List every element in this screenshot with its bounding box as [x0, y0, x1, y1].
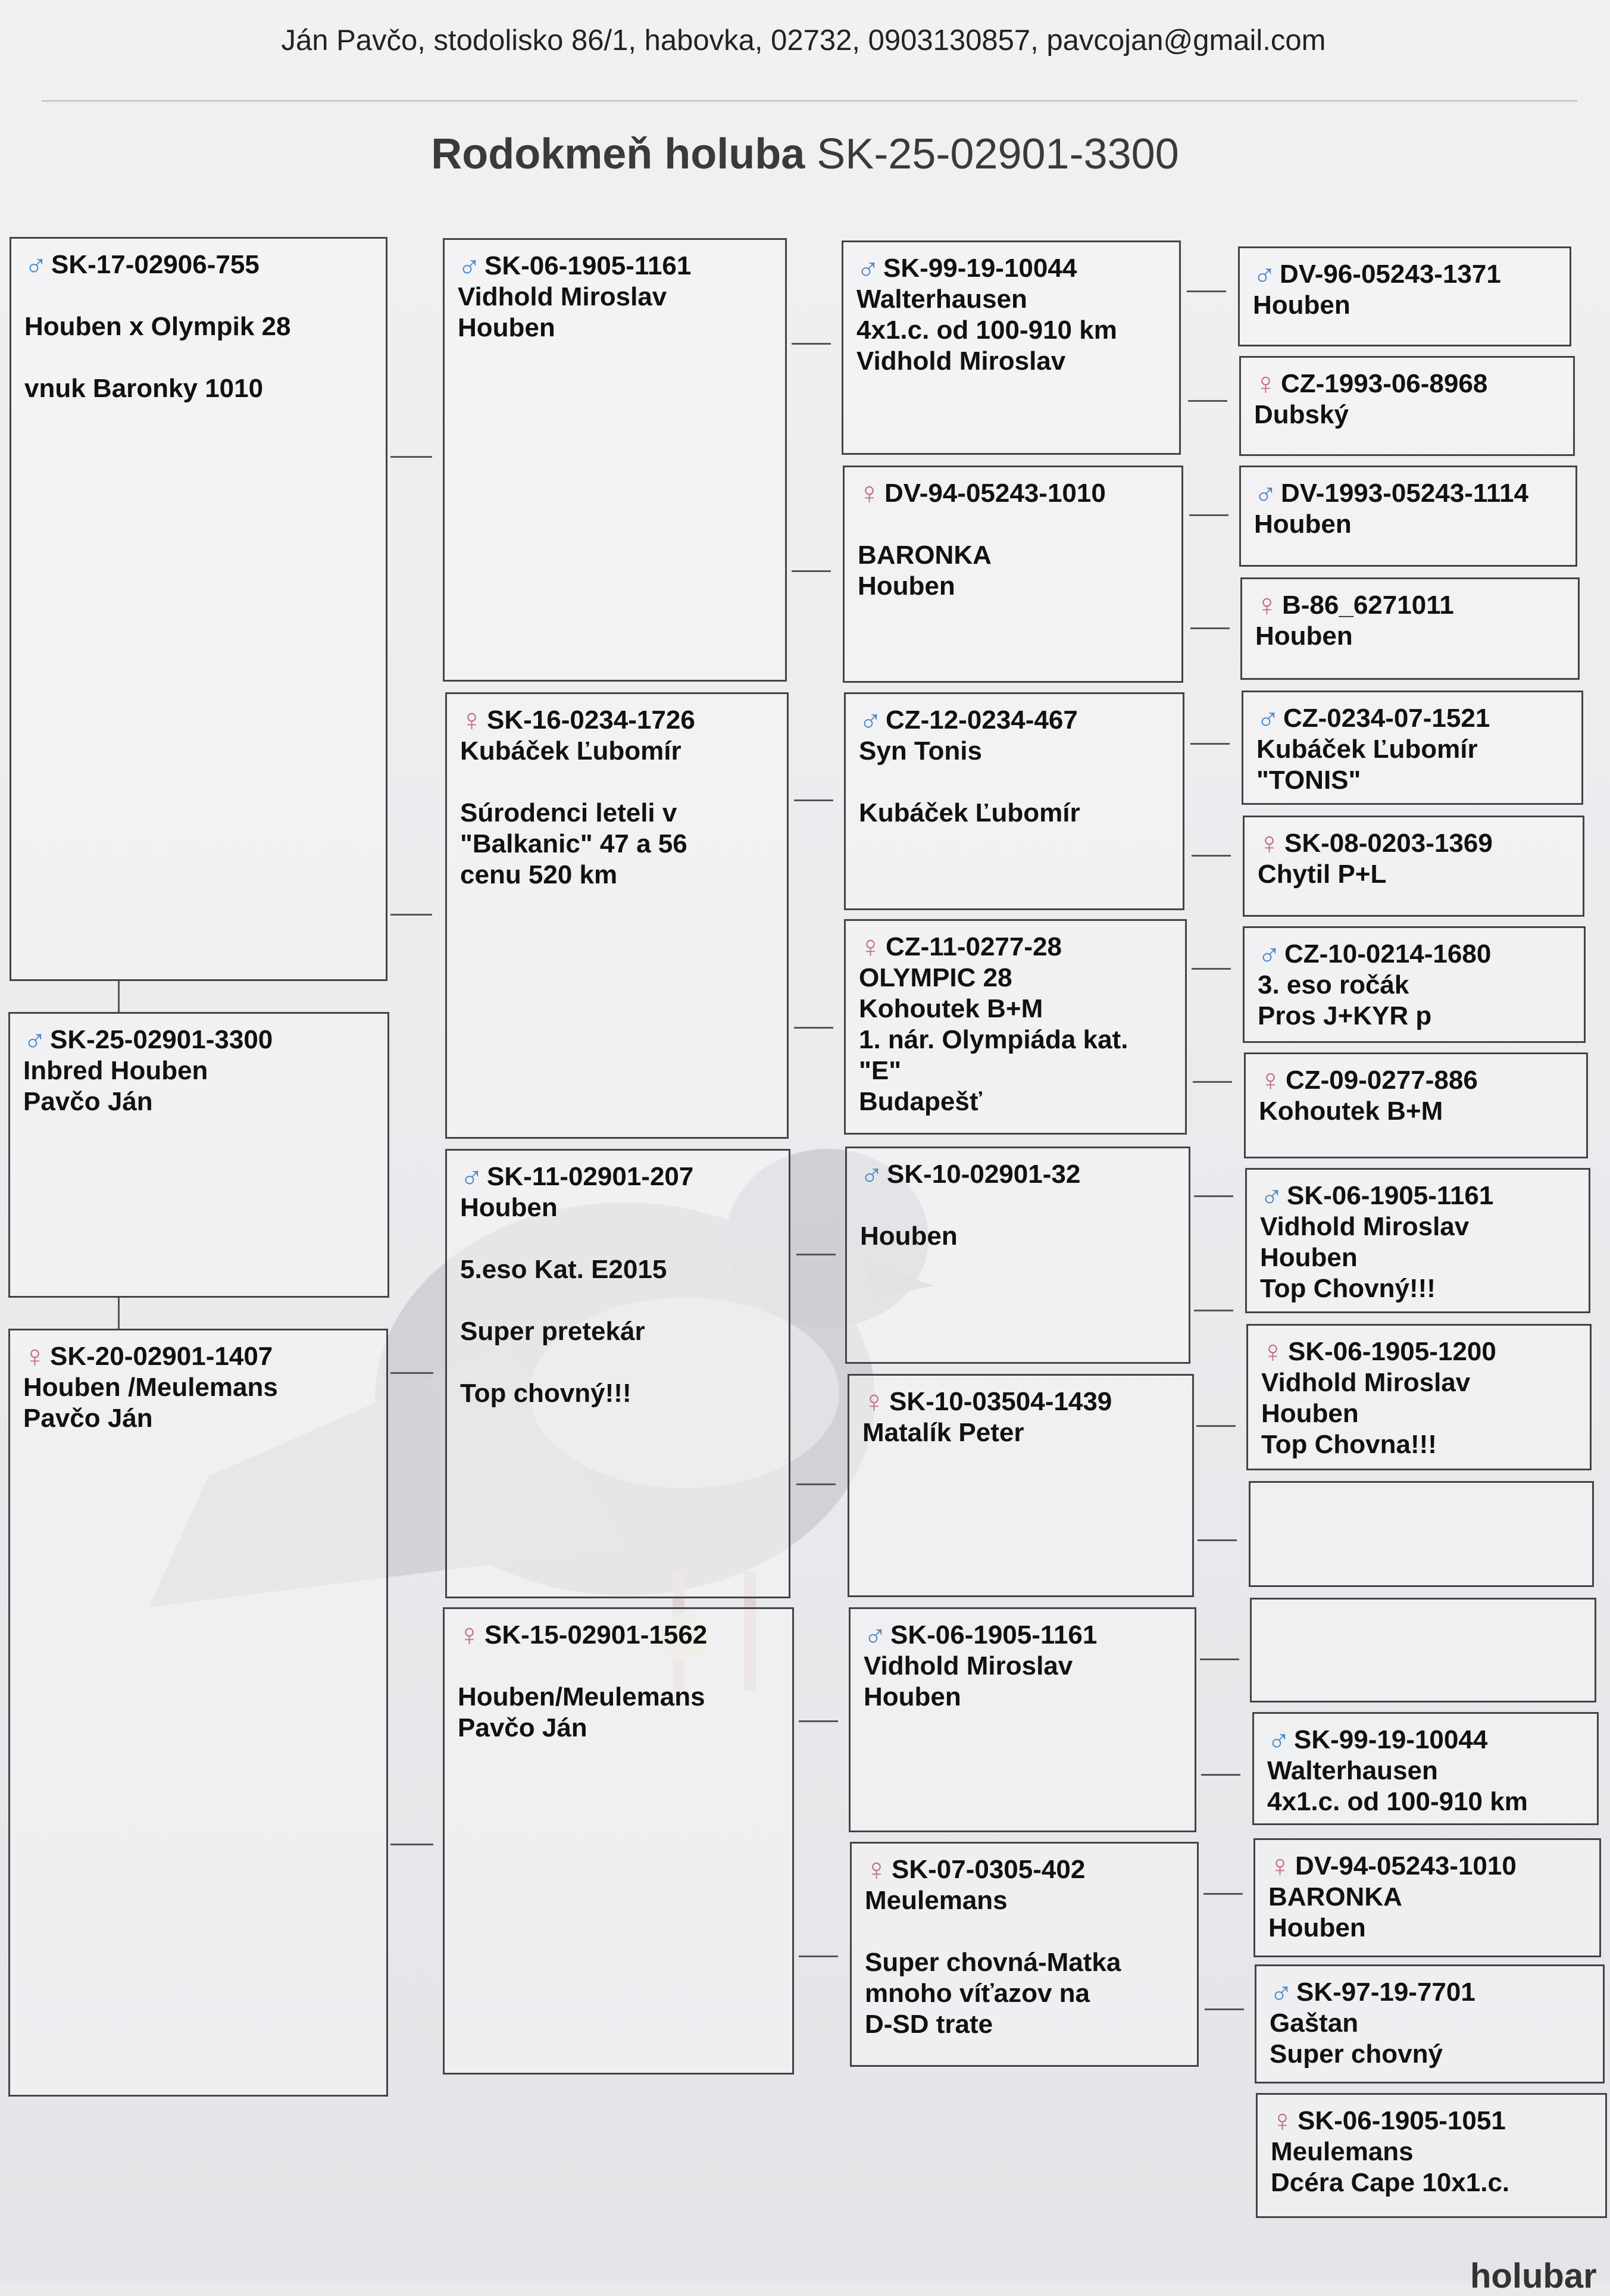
footer-brand: holubar [1470, 2257, 1597, 2295]
ggp-card-7[interactable] [849, 1607, 1196, 1832]
female-symbol-icon: ♀ [859, 930, 882, 964]
connector [1196, 1425, 1236, 1427]
parent-card-father[interactable] [10, 237, 387, 981]
ggp-ring: SK-06-1905-1161 [890, 1620, 1098, 1650]
grandparent-card-4[interactable] [443, 1607, 794, 2075]
connector [1190, 743, 1230, 745]
gggp-ring: SK-97-19-7701 [1296, 1978, 1475, 2007]
gggp-text: Vidhold Miroslav Houben Top Chovna!!! [1261, 1368, 1471, 1459]
gggp-card-12-empty[interactable] [1250, 1598, 1596, 1703]
gggp-text: Vidhold Miroslav Houben Top Chovný!!! [1260, 1212, 1470, 1303]
gggp-ring: DV-1993-05243-1114 [1281, 479, 1528, 508]
grandparent-card-2[interactable] [445, 692, 789, 1139]
male-symbol-icon: ♂ [864, 1618, 887, 1653]
female-symbol-icon: ♀ [1268, 1849, 1292, 1883]
male-symbol-icon: ♂ [859, 703, 882, 738]
connector [1193, 1081, 1232, 1083]
connector [390, 1844, 433, 1845]
gggp-card-16[interactable] [1256, 2093, 1607, 2218]
gggp-ring: CZ-09-0277-886 [1286, 1066, 1478, 1095]
male-symbol-icon: ♂ [1267, 1723, 1290, 1757]
ggp-text: Walterhausen 4x1.c. od 100-910 km Vidhold Miroslav [856, 285, 1117, 376]
ggp-ring: SK-10-02901-32 [887, 1160, 1081, 1189]
connector [1201, 1774, 1240, 1776]
gggp-ring: SK-99-19-10044 [1294, 1725, 1488, 1754]
female-symbol-icon: ♀ [1271, 2104, 1294, 2138]
gggp-ring: SK-06-1905-1200 [1288, 1337, 1496, 1366]
gp-text: Vidhold Miroslav Houben [458, 282, 667, 342]
ggp-ring: CZ-12-0234-467 [886, 705, 1078, 735]
gggp-text: Walterhausen 4x1.c. od 100-910 km [1267, 1756, 1528, 1816]
connector [796, 1483, 836, 1485]
connector [390, 914, 432, 916]
ggp-ring: SK-07-0305-402 [892, 1855, 1086, 1884]
mother-text: Houben /Meulemans Pavčo Ján [23, 1373, 278, 1433]
ggp-text: Vidhold Miroslav Houben [864, 1651, 1073, 1711]
gggp-ring: DV-94-05243-1010 [1295, 1851, 1517, 1880]
gggp-text: Houben [1255, 621, 1353, 651]
male-symbol-icon: ♂ [1270, 1975, 1293, 2010]
gggp-card-6[interactable] [1243, 816, 1584, 917]
connector [390, 1372, 433, 1374]
gggp-ring: SK-06-1905-1051 [1298, 2106, 1506, 2135]
connector [118, 981, 120, 1012]
gggp-ring: CZ-0234-07-1521 [1283, 704, 1490, 733]
ggp-card-4[interactable] [844, 919, 1187, 1135]
gp-text: Houben 5.eso Kat. E2015 Super pretekár Top chovný!!! [460, 1193, 667, 1408]
mother-ring: SK-20-02901-1407 [50, 1342, 273, 1371]
connector [794, 799, 833, 801]
parent-card-mother[interactable] [8, 1329, 388, 2097]
gggp-card-8[interactable] [1244, 1052, 1588, 1158]
gggp-card-15[interactable] [1255, 1964, 1605, 2083]
gggp-ring: B-86_6271011 [1282, 591, 1454, 620]
connector [1194, 1310, 1233, 1311]
ggp-card-8[interactable] [850, 1842, 1199, 2067]
subject-text: Inbred Houben Pavčo Ján [23, 1056, 208, 1116]
connector [1192, 855, 1231, 857]
female-symbol-icon: ♀ [862, 1385, 886, 1419]
gggp-text: Dubský [1254, 400, 1349, 429]
male-symbol-icon: ♂ [1258, 937, 1281, 971]
ggp-text: OLYMPIC 28 Kohoutek B+M 1. nár. Olympiáda kat. "E" Budapešť [859, 963, 1128, 1116]
male-symbol-icon: ♂ [860, 1157, 883, 1192]
gp-text: Houben/Meulemans Pavčo Ján [458, 1682, 705, 1742]
connector [1187, 290, 1226, 292]
subject-ring: SK-25-02901-3300 [50, 1025, 273, 1054]
gggp-card-9[interactable] [1245, 1168, 1590, 1313]
gggp-card-3[interactable] [1239, 466, 1577, 567]
female-symbol-icon: ♀ [1259, 1063, 1282, 1098]
connector [799, 1955, 838, 1957]
connector [118, 1298, 120, 1329]
grandparent-card-1[interactable] [443, 238, 787, 682]
ggp-card-3[interactable] [844, 692, 1184, 910]
female-symbol-icon: ♀ [460, 703, 483, 738]
gggp-text: Houben [1253, 290, 1350, 320]
gggp-ring: SK-08-0203-1369 [1284, 829, 1493, 858]
female-symbol-icon: ♀ [865, 1853, 888, 1887]
connector [1194, 1195, 1233, 1197]
connector [794, 1027, 833, 1029]
ggp-text: Syn Tonis Kubáček Ľubomír [859, 736, 1080, 827]
gggp-card-10[interactable] [1246, 1324, 1592, 1470]
gggp-text: 3. eso ročák Pros J+KYR p [1258, 970, 1432, 1030]
ggp-ring: SK-10-03504-1439 [889, 1387, 1112, 1416]
connector [1192, 968, 1231, 970]
gp-ring: SK-15-02901-1562 [484, 1620, 708, 1650]
ggp-card-2[interactable] [843, 466, 1183, 683]
connector [1190, 627, 1230, 629]
gggp-text: Chytil P+L [1258, 860, 1387, 889]
ggp-ring: SK-99-19-10044 [883, 254, 1077, 283]
ggp-card-1[interactable] [842, 240, 1181, 455]
male-symbol-icon: ♂ [1253, 257, 1276, 292]
male-symbol-icon: ♂ [23, 1023, 46, 1057]
female-symbol-icon: ♀ [1254, 367, 1277, 401]
gp-text: Kubáček Ľubomír Súrodenci leteli v "Balkanic" 47 a 56 cenu 520 km [460, 736, 687, 889]
ggp-card-6[interactable] [848, 1374, 1194, 1597]
gggp-text: Houben [1254, 510, 1352, 539]
connector [1205, 2008, 1244, 2010]
gggp-card-11-empty[interactable] [1249, 1481, 1594, 1587]
gggp-text: BARONKA Houben [1268, 1882, 1402, 1942]
ggp-text: Matalík Peter [862, 1418, 1024, 1447]
male-symbol-icon: ♂ [1254, 476, 1277, 511]
connector [799, 1720, 838, 1722]
gggp-text: Gaštan Super chovný [1270, 2008, 1443, 2069]
female-symbol-icon: ♀ [858, 476, 881, 511]
page-title [0, 130, 1610, 179]
title-ring: SK-25-02901-3300 [817, 130, 1179, 178]
gggp-ring: CZ-1993-06-8968 [1281, 369, 1488, 398]
gggp-text: Kohoutek B+M [1259, 1097, 1443, 1126]
connector [1203, 1893, 1243, 1895]
gggp-text: Kubáček Ľubomír "TONIS" [1256, 735, 1478, 795]
title-label: Rodokmeň holuba [431, 130, 805, 178]
gggp-card-4[interactable] [1240, 577, 1580, 680]
gggp-card-7[interactable] [1243, 926, 1586, 1043]
connector [390, 456, 432, 458]
gp-ring: SK-11-02901-207 [487, 1162, 694, 1191]
gggp-card-5[interactable] [1242, 691, 1583, 805]
ggp-text: Houben [860, 1222, 958, 1251]
ggp-card-5[interactable] [845, 1147, 1190, 1364]
gp-ring: SK-06-1905-1161 [484, 251, 692, 280]
header-divider [42, 100, 1577, 102]
female-symbol-icon: ♀ [23, 1339, 46, 1374]
connector [1188, 400, 1227, 402]
grandparent-card-3[interactable] [445, 1149, 790, 1598]
ggp-ring: CZ-11-0277-28 [886, 932, 1062, 961]
gggp-card-14[interactable] [1253, 1838, 1601, 1957]
male-symbol-icon: ♂ [458, 249, 481, 283]
male-symbol-icon: ♂ [856, 251, 880, 286]
connector [1189, 514, 1228, 516]
connector [792, 343, 831, 345]
gggp-card-13[interactable] [1252, 1712, 1599, 1825]
male-symbol-icon: ♂ [1260, 1179, 1283, 1213]
female-symbol-icon: ♀ [1261, 1335, 1284, 1369]
gggp-ring: DV-96-05243-1371 [1280, 260, 1501, 289]
ggp-text: BARONKA Houben [858, 541, 992, 601]
gggp-ring: SK-06-1905-1161 [1287, 1181, 1494, 1210]
gggp-card-2[interactable] [1239, 356, 1575, 456]
female-symbol-icon: ♀ [1258, 826, 1281, 861]
connector [1198, 1539, 1237, 1541]
gggp-text: Meulemans Dcéra Cape 10x1.c. [1271, 2137, 1510, 2197]
connector [1200, 1658, 1239, 1660]
gp-ring: SK-16-0234-1726 [487, 705, 695, 735]
male-symbol-icon: ♂ [460, 1160, 483, 1194]
gggp-card-1[interactable] [1238, 246, 1571, 346]
breeder-contact: Ján Pavčo, stodolisko 86/1, habovka, 02732, 0903130857, pavcojan@gmail.com [281, 24, 1326, 57]
female-symbol-icon: ♀ [1255, 588, 1278, 623]
connector [796, 1254, 836, 1255]
male-symbol-icon: ♂ [24, 248, 48, 282]
connector [792, 570, 831, 572]
gggp-ring: CZ-10-0214-1680 [1284, 939, 1492, 969]
female-symbol-icon: ♀ [458, 1618, 481, 1653]
ggp-ring: DV-94-05243-1010 [884, 479, 1106, 508]
male-symbol-icon: ♂ [1256, 701, 1280, 736]
father-text: Houben x Olympik 28 vnuk Baronky 1010 [24, 312, 291, 403]
father-ring: SK-17-02906-755 [51, 250, 260, 279]
subject-card[interactable] [8, 1012, 389, 1298]
ggp-text: Meulemans Super chovná-Matka mnoho víťazov na D-SD trate [865, 1886, 1121, 2039]
